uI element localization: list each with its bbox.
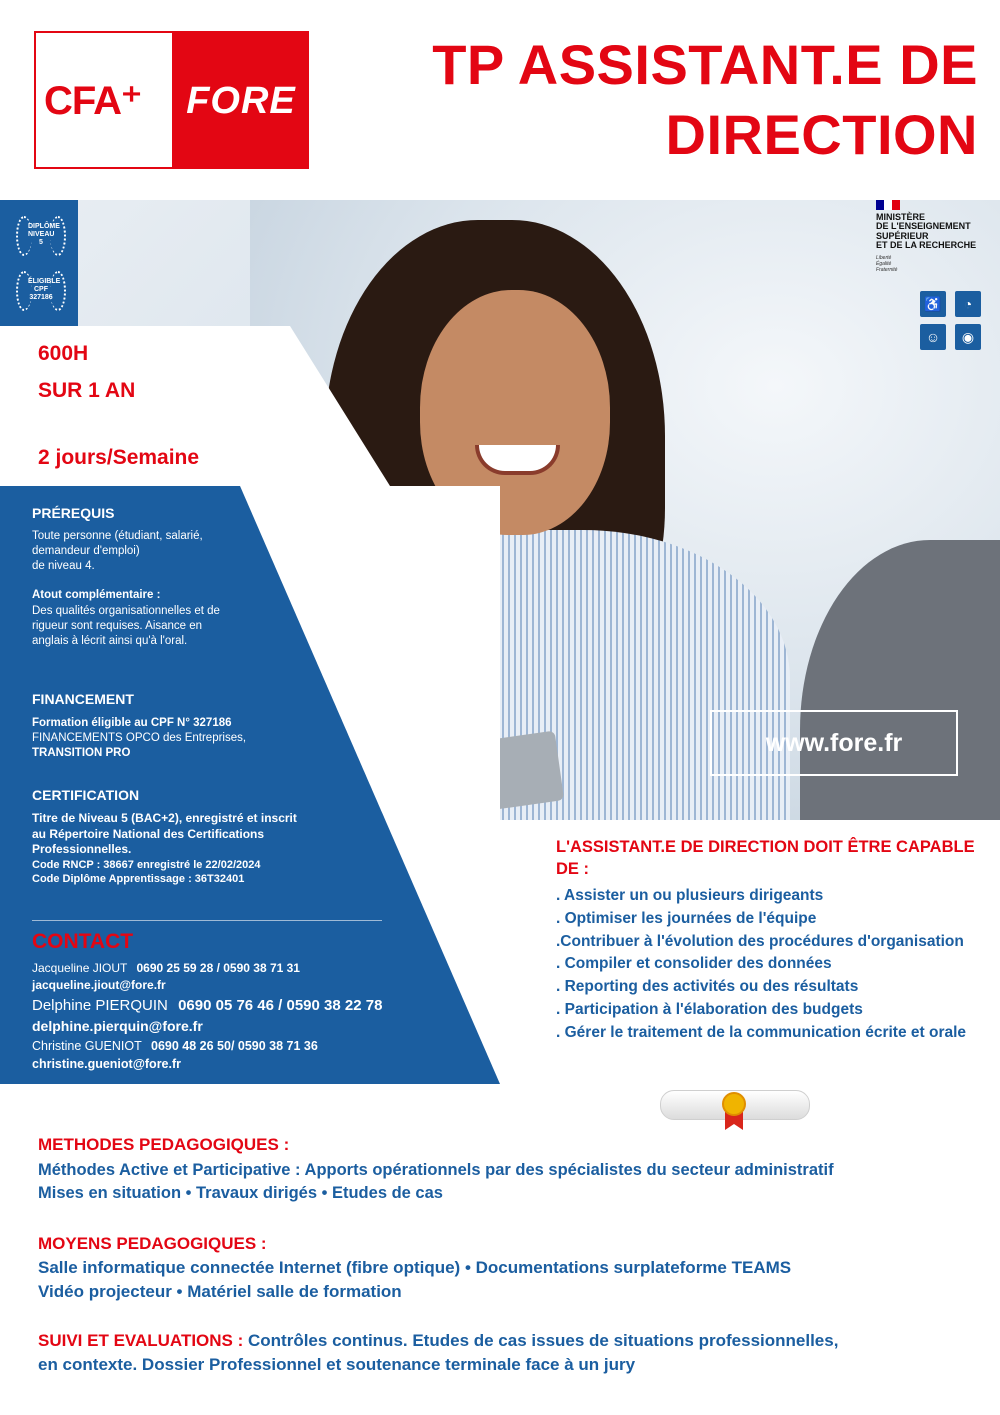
moyens-text <box>38 1256 791 1304</box>
website-box[interactable] <box>710 710 958 776</box>
contact-1-name: Jacqueline JIOUT <box>32 961 128 975</box>
duration-hours: 600H <box>38 342 89 365</box>
ministry-line-2: DE L'ENSEIGNEMENT <box>876 221 971 232</box>
capabilities-title: L'ASSISTANT.E DE DIRECTION DOIT ÊTRE CAPABLE DE : <box>556 838 975 879</box>
motto-fraternite: Fraternité <box>876 267 898 273</box>
ministry-name <box>876 213 976 251</box>
suivi-line-1 <box>38 1329 838 1353</box>
certification-diplome-code: Code Diplôme Apprentissage : 36T32401 <box>32 873 245 886</box>
page-title <box>338 30 978 170</box>
prerequis-title: PRÉREQUIS <box>32 505 115 521</box>
contact-1-line <box>32 961 300 975</box>
certification-title: CERTIFICATION <box>32 787 140 803</box>
wheelchair-icon: ♿ <box>920 291 946 317</box>
ministry-motto <box>876 255 897 273</box>
atout-line-1: Des qualités organisationnelles et de <box>32 605 220 617</box>
prerequis-text <box>32 529 203 574</box>
capabilities-list <box>556 885 986 1044</box>
suivi-section <box>38 1329 838 1377</box>
capability-item: . Reporting des activités ou des résultats <box>556 978 859 996</box>
financement-text <box>32 716 246 761</box>
contact-1-email[interactable]: jacqueline.jiout@fore.fr <box>32 978 166 992</box>
contact-3-email[interactable]: christine.gueniot@fore.fr <box>32 1057 182 1071</box>
title-line-1: TP ASSISTANT.E DE <box>432 33 978 96</box>
laurel-badge-cpf <box>16 265 66 315</box>
contact-title: CONTACT <box>32 930 134 953</box>
atout-text <box>32 604 220 649</box>
atout-line-3: anglais à lécrit ainsi qu'à l'oral. <box>32 634 188 647</box>
suivi-line-1-text: Contrôles continus. Etudes de cas issues de situations professionnelles, <box>243 1331 839 1350</box>
title-line-2: DIRECTION <box>665 103 978 166</box>
moyens-line-2: Vidéo projecteur • Matériel salle de formation <box>38 1281 402 1301</box>
badge-diplome-text: DIPLÔME NIVEAU 5 <box>28 223 60 246</box>
capability-item: . Gérer le traitement de la communication écrite et orale <box>556 1023 967 1041</box>
logo-cfa-text: CFA⁺ <box>44 79 142 123</box>
certification-text <box>32 811 297 886</box>
certification-line-3: Professionnelles. <box>32 842 132 857</box>
ministry-line-4: ET DE LA RECHERCHE <box>876 240 977 251</box>
contact-divider <box>32 920 382 921</box>
financement-line-2: FINANCEMENTS OPCO des Entreprises, <box>32 731 247 744</box>
methodes-line-1: Méthodes Active et Participative : Apports opérationnels par des spécialistes du secteur administratif <box>38 1161 834 1179</box>
visual-impairment-icon: ◉ <box>955 324 981 350</box>
contact-3-name: Christine GUENIOT <box>32 1039 142 1053</box>
hearing-icon: ◔ <box>955 291 981 317</box>
contact-2-line <box>32 997 382 1014</box>
duration-rhythm: 2 jours/Semaine <box>38 446 200 469</box>
mental-disability-icon: ☺ <box>920 324 946 350</box>
contact-3-phone[interactable]: 0690 48 26 50/ 0590 38 71 36 <box>151 1039 318 1053</box>
methodes-text <box>38 1159 834 1205</box>
motto-egalite: Égalité <box>876 261 892 267</box>
ministry-line-1: MINISTÈRE <box>876 212 926 222</box>
financement-title: FINANCEMENT <box>32 691 134 707</box>
prerequis-line-2: demandeur d'emploi) <box>32 544 140 557</box>
laurel-badge-diplome <box>16 210 66 260</box>
certification-rncp: Code RNCP : 38667 enregistré le 22/02/2024 <box>32 858 261 871</box>
capability-item: .Contribuer à l'évolution des procédures d'organisation <box>556 932 964 950</box>
moyens-title: MOYENS PEDAGOGIQUES : <box>38 1234 267 1253</box>
prerequis-line-1: Toute personne (étudiant, salarié, <box>32 530 203 542</box>
french-flag-icon <box>876 200 900 210</box>
capability-item: . Assister un ou plusieurs dirigeants <box>556 887 824 904</box>
prerequis-line-3: de niveau 4. <box>32 559 95 572</box>
badge-cpf-text: ÉLIGIBLE CPF 327186 <box>28 278 61 301</box>
ministry-line-3: SUPÉRIEUR <box>876 230 929 241</box>
contact-2-name: Delphine PIERQUIN <box>32 997 168 1014</box>
contact-3-line <box>32 1039 318 1053</box>
methodes-line-2: Mises en situation • Travaux dirigés • Etudes de cas <box>38 1184 443 1203</box>
contact-2-phone[interactable]: 0690 05 76 46 / 0590 38 22 78 <box>178 997 383 1014</box>
website-link[interactable]: www.fore.fr <box>765 728 903 757</box>
financement-line-3: TRANSITION PRO <box>32 746 131 759</box>
atout-title: Atout complémentaire : <box>32 589 161 601</box>
motto-liberte: Liberté <box>876 255 892 261</box>
capability-item: . Participation à l'élaboration des budgets <box>556 1000 863 1018</box>
suivi-title: SUIVI ET EVALUATIONS : <box>38 1331 244 1350</box>
atout-line-2: rigueur sont requises. Aisance en <box>32 619 203 632</box>
logo-fore-text: FORE <box>186 80 296 122</box>
capability-item: . Optimiser les journées de l'équipe <box>556 909 817 927</box>
financement-line-1: Formation éligible au CPF N° 327186 <box>32 717 232 729</box>
certification-line-1: Titre de Niveau 5 (BAC+2), enregistré et inscrit <box>32 811 297 825</box>
methodes-title: METHODES PEDAGOGIQUES : <box>38 1135 290 1154</box>
suivi-line-2: en contexte. Dossier Professionnel et soutenance terminale face à un jury <box>38 1354 636 1374</box>
diploma-seal-icon <box>722 1092 746 1116</box>
contact-2-email[interactable]: delphine.pierquin@fore.fr <box>32 1018 203 1034</box>
duration-period: SUR 1 AN <box>38 379 136 402</box>
contact-1-phone[interactable]: 0690 25 59 28 / 0590 38 71 31 <box>136 961 300 975</box>
certification-line-2: au Répertoire National des Certifications <box>32 826 265 841</box>
moyens-line-1: Salle informatique connectée Internet (fibre optique) • Documentations surplateforme TEAMS <box>38 1258 792 1277</box>
capability-item: . Compiler et consolider des données <box>556 955 832 973</box>
